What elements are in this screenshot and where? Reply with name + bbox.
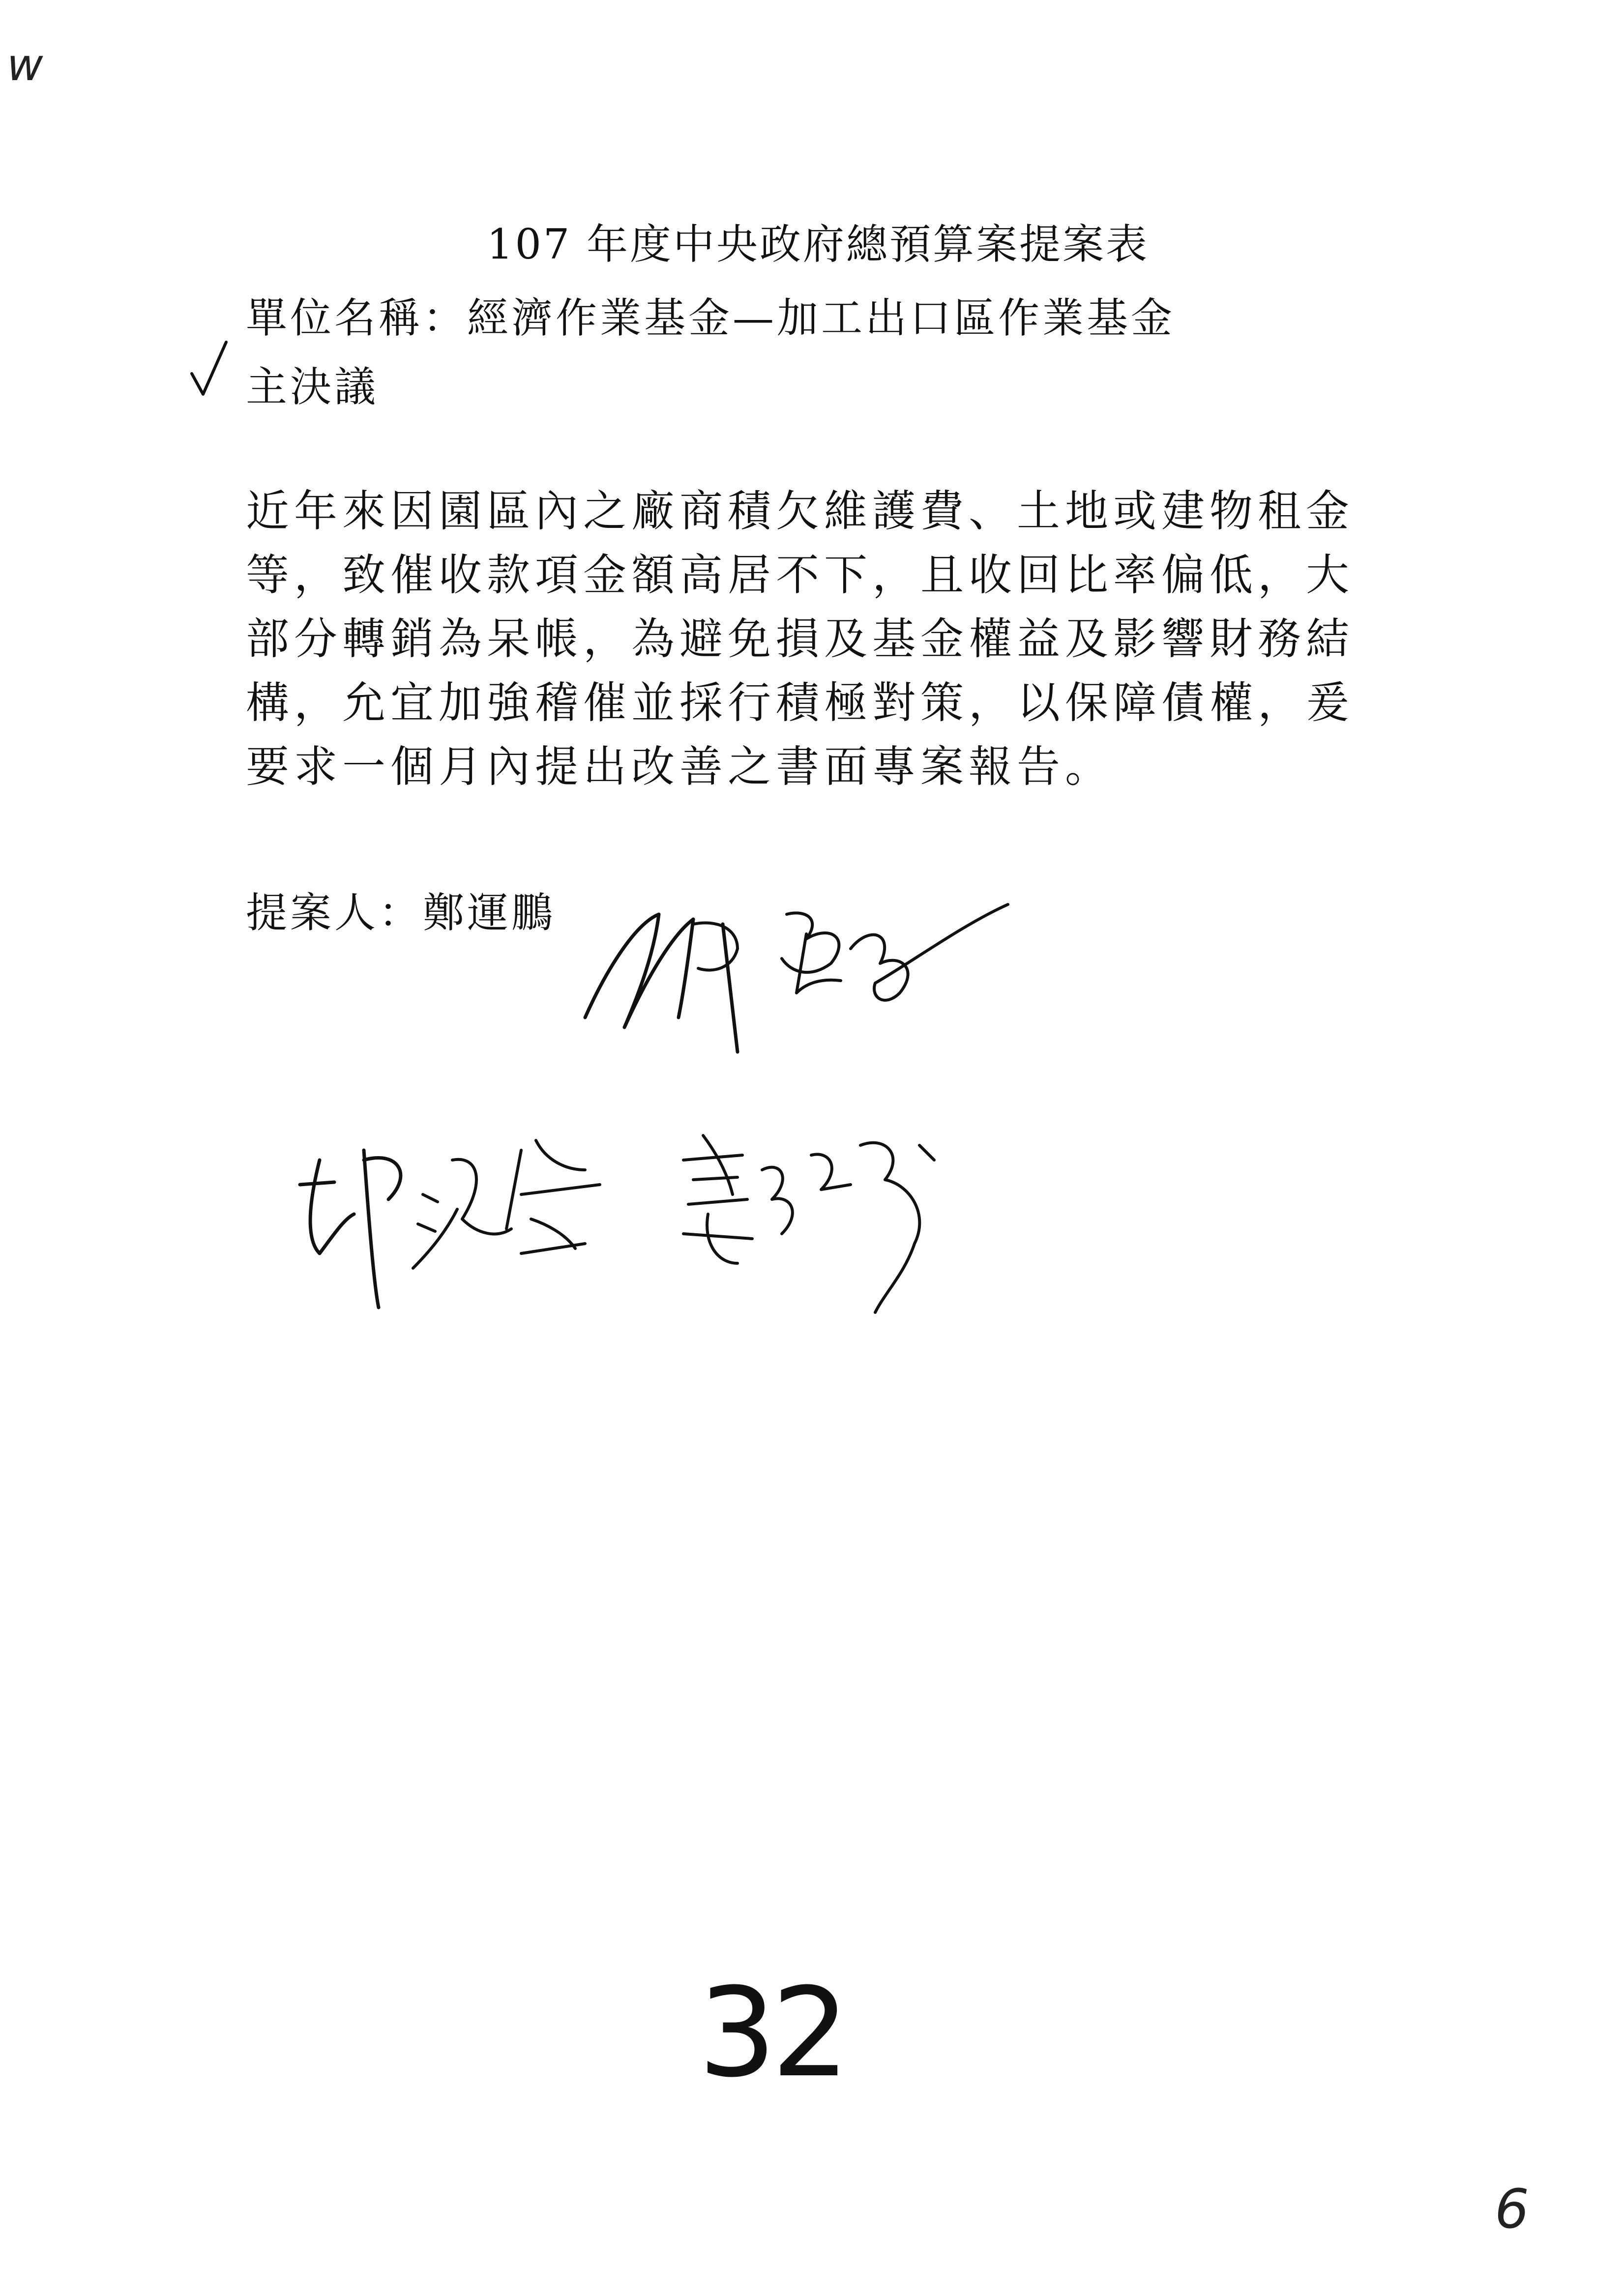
- resolution-body: 近年來因園區內之廠商積欠維護費、土地或建物租金等，致催收款項金額高居不下，且收回比率偏低，大部分轉銷為呆帳，為避免損及基金權益及影響財務結構，允宜加強稽催並採行積極對策，以保障債權，爰要求一個月內提出改善之書面專案報告。: [246, 486, 1355, 792]
- proposer-line: 提案人：鄭運鵬: [246, 889, 556, 937]
- handwritten-signature-3-icon: [674, 1116, 949, 1337]
- handwritten-signature-2-icon: [290, 1121, 610, 1327]
- corner-handwritten-mark: w: [7, 39, 43, 91]
- unit-name-line: 單位名稱：經濟作業基金—加工出口區作業基金: [246, 294, 1176, 342]
- handwritten-page-number: 32: [698, 1961, 845, 2104]
- page-title: 107 年度中央政府總預算案提案表: [487, 220, 1150, 268]
- main-resolution-label: 主決議: [246, 363, 379, 411]
- handwritten-signature-1-icon: [575, 895, 1018, 1081]
- sheet-number: 6: [1495, 2178, 1529, 2240]
- checkmark-icon: [189, 339, 229, 398]
